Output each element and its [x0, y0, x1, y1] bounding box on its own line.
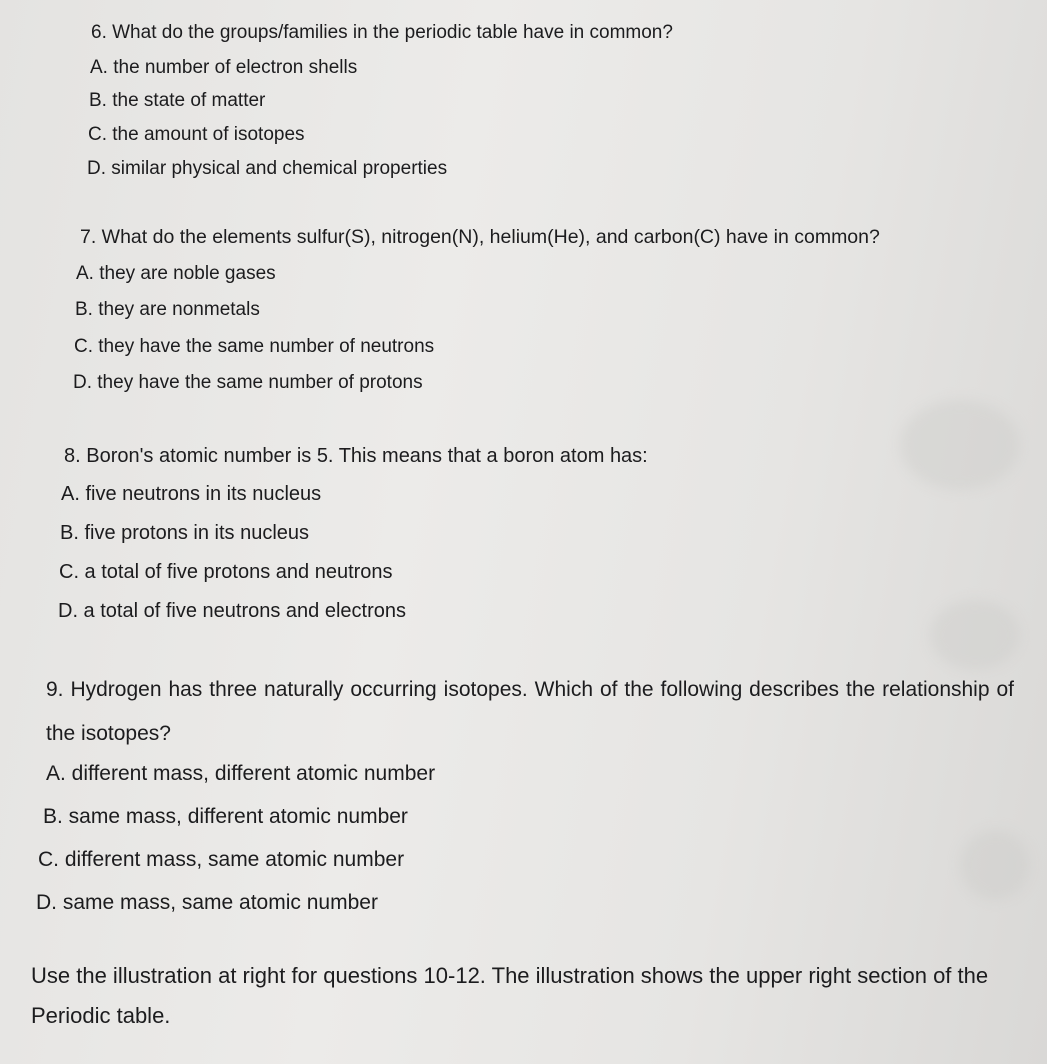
- illustration-instruction: Use the illustration at right for questions 10-12. The illustration shows the upper right section of the Periodic table.: [31, 963, 989, 1028]
- question-7-prompt: 7. What do the elements sulfur(S), nitrogen(N), helium(He), and carbon(C) have in common?: [80, 226, 880, 248]
- question-9-prompt: 9. Hydrogen has three naturally occurring isotopes. Which of the following describes the relationship of the isotopes?: [46, 678, 1014, 745]
- question-7-option-c[interactable]: C. they have the same number of neutrons: [74, 336, 435, 357]
- question-8-option-a[interactable]: A. five neutrons in its nucleus: [61, 483, 322, 505]
- question-9-option-c[interactable]: C. different mass, same atomic number: [38, 848, 405, 871]
- question-6-option-a[interactable]: A. the number of electron shells: [90, 57, 358, 78]
- question-6-option-d[interactable]: D. similar physical and chemical properties: [87, 158, 448, 179]
- question-8-option-b[interactable]: B. five protons in its nucleus: [60, 522, 310, 544]
- question-8-option-c[interactable]: C. a total of five protons and neutrons: [59, 561, 393, 583]
- paper-smudge: [960, 830, 1030, 900]
- question-6-option-b[interactable]: B. the state of matter: [89, 90, 266, 111]
- paper-smudge: [900, 400, 1020, 490]
- paper-smudge: [930, 600, 1020, 670]
- question-7-option-b[interactable]: B. they are nonmetals: [75, 299, 260, 320]
- question-6-prompt: 6. What do the groups/families in the periodic table have in common?: [91, 22, 673, 43]
- question-7-option-d[interactable]: D. they have the same number of protons: [73, 372, 423, 393]
- question-9-option-a[interactable]: A. different mass, different atomic number: [46, 762, 436, 785]
- question-9-option-d[interactable]: D. same mass, same atomic number: [36, 891, 378, 914]
- question-6-option-c[interactable]: C. the amount of isotopes: [88, 124, 305, 145]
- question-8-option-d[interactable]: D. a total of five neutrons and electrons: [58, 600, 406, 622]
- question-8-prompt: 8. Boron's atomic number is 5. This means that a boron atom has:: [64, 445, 648, 467]
- question-7-option-a[interactable]: A. they are noble gases: [76, 263, 276, 284]
- question-9-option-b[interactable]: B. same mass, different atomic number: [43, 805, 408, 828]
